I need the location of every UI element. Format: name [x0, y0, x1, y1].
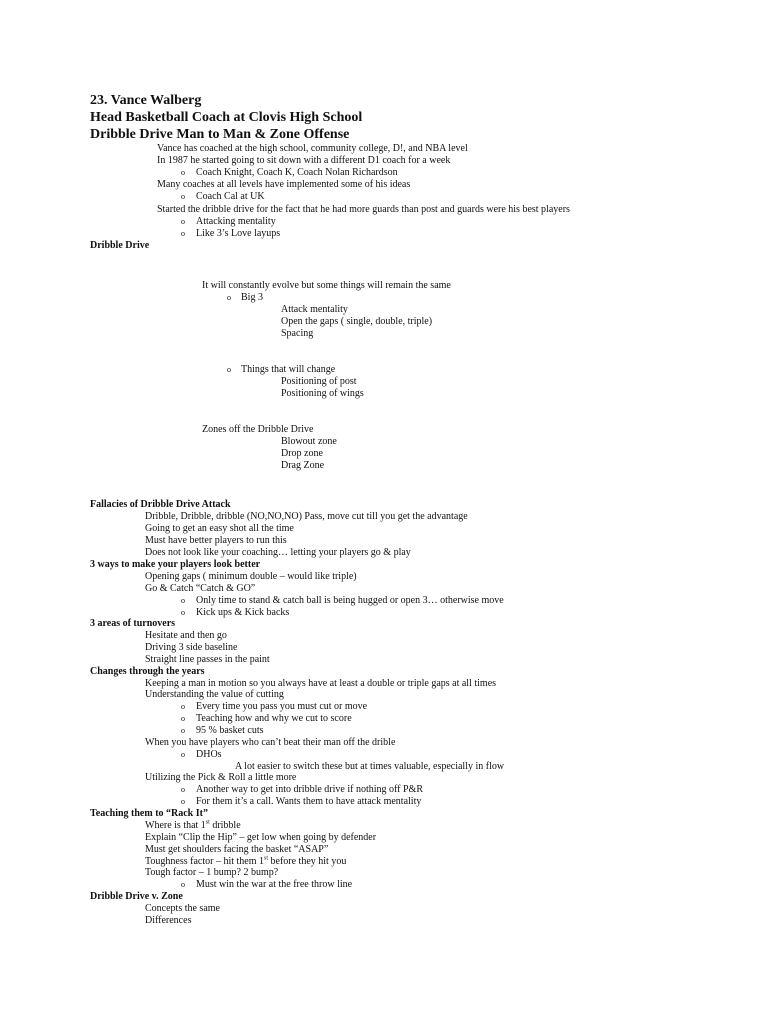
sub-bullet-line: Must win the war at the free throw line	[196, 879, 353, 890]
sub-bullet-line: Attacking mentality	[196, 216, 276, 227]
body-line	[145, 820, 241, 832]
body-line: Understanding the value of cutting	[145, 689, 284, 700]
sub-bullet-line: Teaching how and why we cut to score	[196, 713, 352, 724]
section-heading-fallacies: Fallacies of Dribble Drive Attack	[90, 499, 231, 510]
bullet-icon: o	[181, 217, 185, 226]
body-line: Going to get an easy shot all the time	[145, 523, 294, 534]
body-line: It will constantly evolve but some things will remain the same	[202, 280, 451, 291]
body-line: Differences	[145, 915, 192, 926]
bullet-icon: o	[181, 596, 185, 605]
body-line: A lot easier to switch these but at times valuable, especially in flow	[235, 761, 505, 772]
bullet-icon: o	[181, 785, 185, 794]
bullet-icon: o	[181, 726, 185, 735]
bullet-icon: o	[227, 365, 231, 374]
bullet-icon: o	[181, 797, 185, 806]
body-line: Open the gaps ( single, double, triple)	[281, 316, 433, 327]
body-line: Go & Catch “Catch & GO”	[145, 583, 256, 594]
intro-line: Many coaches at all levels have implemented some of his ideas	[157, 179, 411, 190]
body-line: Concepts the same	[145, 903, 220, 914]
body-line: When you have players who can’t beat their man off the drible	[145, 737, 396, 748]
text-run: Toughness factor – hit them 1	[145, 856, 264, 867]
section-heading-turnovers: 3 areas of turnovers	[90, 618, 176, 629]
bullet-icon: o	[227, 293, 231, 302]
section-heading-dribble-drive: Dribble Drive	[90, 240, 150, 251]
body-line: Zones off the Dribble Drive	[202, 424, 314, 435]
sub-bullet-line: Things that will change	[241, 364, 336, 375]
body-line: Hesitate and then go	[145, 630, 227, 641]
body-line: Must get shoulders facing the basket “ASAP”	[145, 844, 329, 855]
body-line: Driving 3 side baseline	[145, 642, 238, 653]
intro-line: Vance has coached at the high school, community college, D!, and NBA level	[157, 143, 468, 154]
body-line: Positioning of wings	[281, 388, 364, 399]
bullet-icon: o	[181, 880, 185, 889]
sub-bullet-line: Kick ups & Kick backs	[196, 607, 290, 618]
body-line: Does not look like your coaching… letting your players go & play	[145, 547, 411, 558]
bullet-icon: o	[181, 608, 185, 617]
ordinal-suffix: st	[205, 819, 210, 826]
bullet-icon: o	[181, 714, 185, 723]
sub-bullet-line: Big 3	[241, 292, 263, 303]
body-line: Drag Zone	[281, 460, 325, 471]
section-heading-changes: Changes through the years	[90, 666, 205, 677]
sub-bullet-line: 95 % basket cuts	[196, 725, 264, 736]
body-line: Tough factor – 1 bump? 2 bump?	[145, 867, 279, 878]
body-line: Drop zone	[281, 448, 323, 459]
coach-position-title: Head Basketball Coach at Clovis High School	[90, 110, 363, 125]
text-run: dribble	[209, 820, 241, 831]
section-heading-rack-it: Teaching them to “Rack It”	[90, 808, 208, 819]
sub-bullet-line: Like 3’s Love layups	[196, 228, 281, 239]
body-line: Spacing	[281, 328, 314, 339]
bullet-icon: o	[181, 229, 185, 238]
section-heading-three-ways: 3 ways to make your players look better	[90, 559, 261, 570]
bullet-icon: o	[181, 192, 185, 201]
body-line: Attack mentality	[281, 304, 348, 315]
section-heading-zone: Dribble Drive v. Zone	[90, 891, 183, 902]
sub-bullet-line: Another way to get into dribble drive if nothing off P&R	[196, 784, 424, 795]
sub-bullet-line: For them it’s a call. Wants them to have attack mentality	[196, 796, 422, 807]
intro-line: Started the dribble drive for the fact that he had more guards than post and guards were his best players	[157, 204, 570, 215]
bullet-icon: o	[181, 168, 185, 177]
text-run: before they hit you	[268, 856, 347, 867]
sub-bullet-line: DHOs	[196, 749, 222, 760]
body-line: Blowout zone	[281, 436, 337, 447]
page-title: 23. Vance Walberg	[90, 93, 202, 108]
body-line: Dribble, Dribble, dribble (NO,NO,NO) Pass, move cut till you get the advantage	[145, 511, 468, 522]
body-line: Utilizing the Pick & Roll a little more	[145, 772, 297, 783]
sub-bullet-line: Coach Knight, Coach K, Coach Nolan Richardson	[196, 167, 398, 178]
bullet-icon: o	[181, 702, 185, 711]
body-line: Explain “Clip the Hip” – get low when going by defender	[145, 832, 377, 843]
sub-bullet-line: Every time you pass you must cut or move	[196, 701, 368, 712]
sub-bullet-line: Coach Cal at UK	[196, 191, 265, 202]
body-line: Must have better players to run this	[145, 535, 287, 546]
offense-topic-title: Dribble Drive Man to Man & Zone Offense	[90, 127, 350, 142]
body-line: Opening gaps ( minimum double – would like triple)	[145, 571, 357, 582]
text-run: Where is that 1	[145, 820, 206, 831]
body-line: Straight line passes in the paint	[145, 654, 270, 665]
sub-bullet-line: Only time to stand & catch ball is being hugged or open 3… otherwise move	[196, 595, 504, 606]
bullet-icon: o	[181, 750, 185, 759]
body-line: Keeping a man in motion so you always have at least a double or triple gaps at all times	[145, 678, 497, 689]
body-line: Positioning of post	[281, 376, 357, 387]
ordinal-suffix: st	[264, 855, 269, 862]
intro-line: In 1987 he started going to sit down with a different D1 coach for a week	[157, 155, 451, 166]
